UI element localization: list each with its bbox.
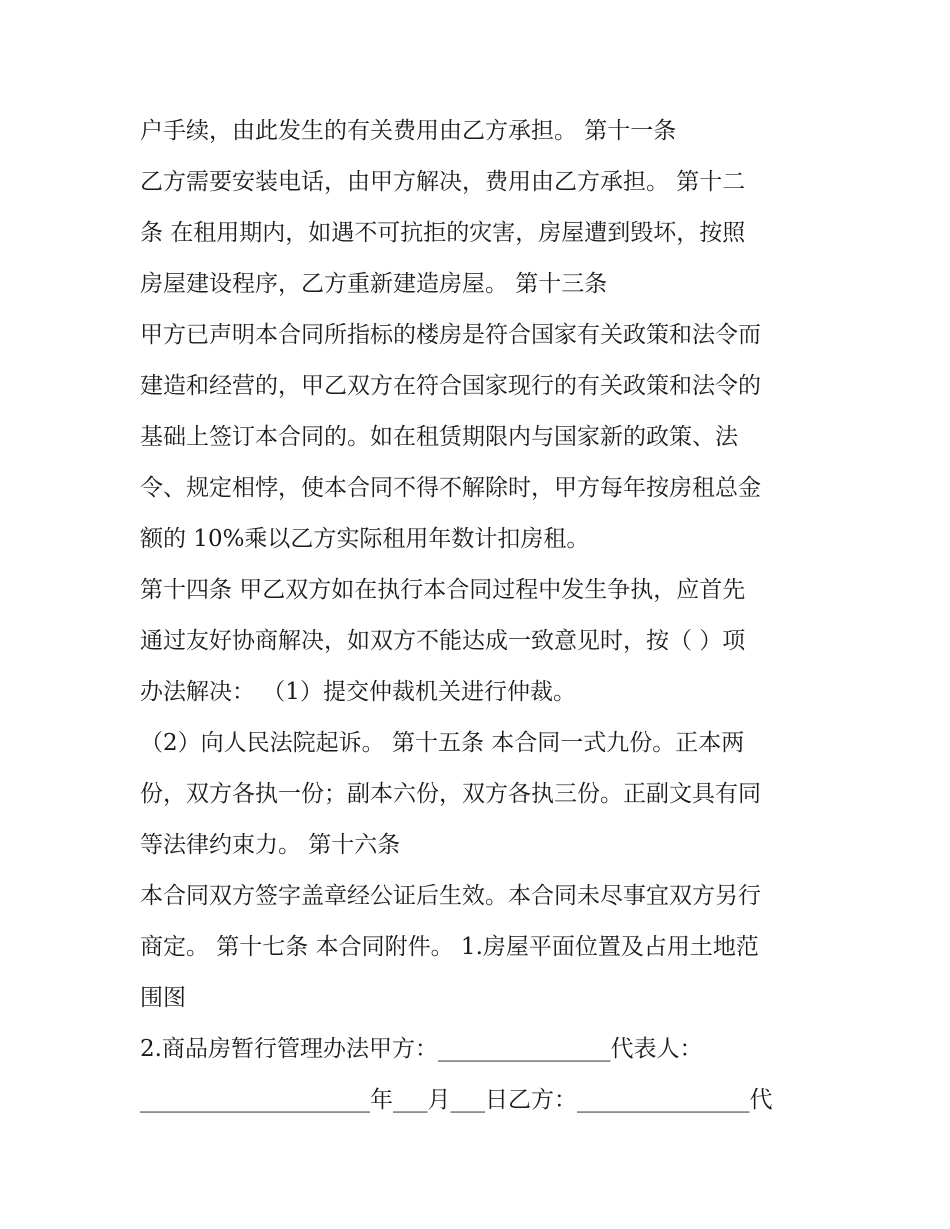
text-line-20: ____________________年___月___日乙方：_______________代	[140, 1087, 773, 1113]
text-line-3: 条 在租用期内，如遇不可抗拒的灾害，房屋遭到毁坏，按照	[140, 220, 746, 246]
text-line-12: 办法解决： （1）提交仲裁机关进行仲裁。	[140, 679, 576, 705]
text-line-14: 份，双方各执一份；副本六份，双方各执三份。正副文具有同	[140, 781, 761, 807]
text-line-18: 围图	[140, 985, 186, 1011]
text-line-17: 商定。 第十七条 本合同附件。 1.房屋平面位置及占用土地范	[140, 934, 759, 960]
text-line-7: 基础上签订本合同的。如在租赁期限内与国家新的政策、法	[140, 424, 738, 450]
text-line-11: 通过友好协商解决，如双方不能达成一致意见时，按（ ）项	[140, 628, 746, 654]
text-line-10: 第十四条 甲乙双方如在执行本合同过程中发生争执，应首先	[140, 577, 746, 603]
text-line-5: 甲方已声明本合同所指标的楼房是符合国家有关政策和法令而	[140, 322, 761, 348]
text-line-13: （2）向人民法院起诉。 第十五条 本合同一式九份。正本两	[140, 730, 745, 756]
text-line-6: 建造和经营的，甲乙双方在符合国家现行的有关政策和法令的	[140, 373, 761, 399]
text-line-8: 令、规定相悖，使本合同不得不解除时，甲方每年按房租总金	[140, 475, 761, 501]
text-line-16: 本合同双方签字盖章经公证后生效。本合同未尽事宜双方另行	[140, 883, 761, 909]
text-line-1: 户手续，由此发生的有关费用由乙方承担。 第十一条	[140, 118, 677, 144]
text-line-4: 房屋建设程序，乙方重新建造房屋。 第十三条	[140, 271, 608, 297]
text-line-19: 2.商品房暂行管理办法甲方：_______________代表人：	[140, 1036, 703, 1062]
contract-text	[140, 106, 820, 1126]
text-line-15: 等法律约束力。 第十六条	[140, 832, 401, 858]
text-line-2: 乙方需要安装电话，由甲方解决，费用由乙方承担。 第十二	[140, 169, 746, 195]
text-line-9: 额的 10%乘以乙方实际租用年数计扣房租。	[140, 526, 590, 552]
